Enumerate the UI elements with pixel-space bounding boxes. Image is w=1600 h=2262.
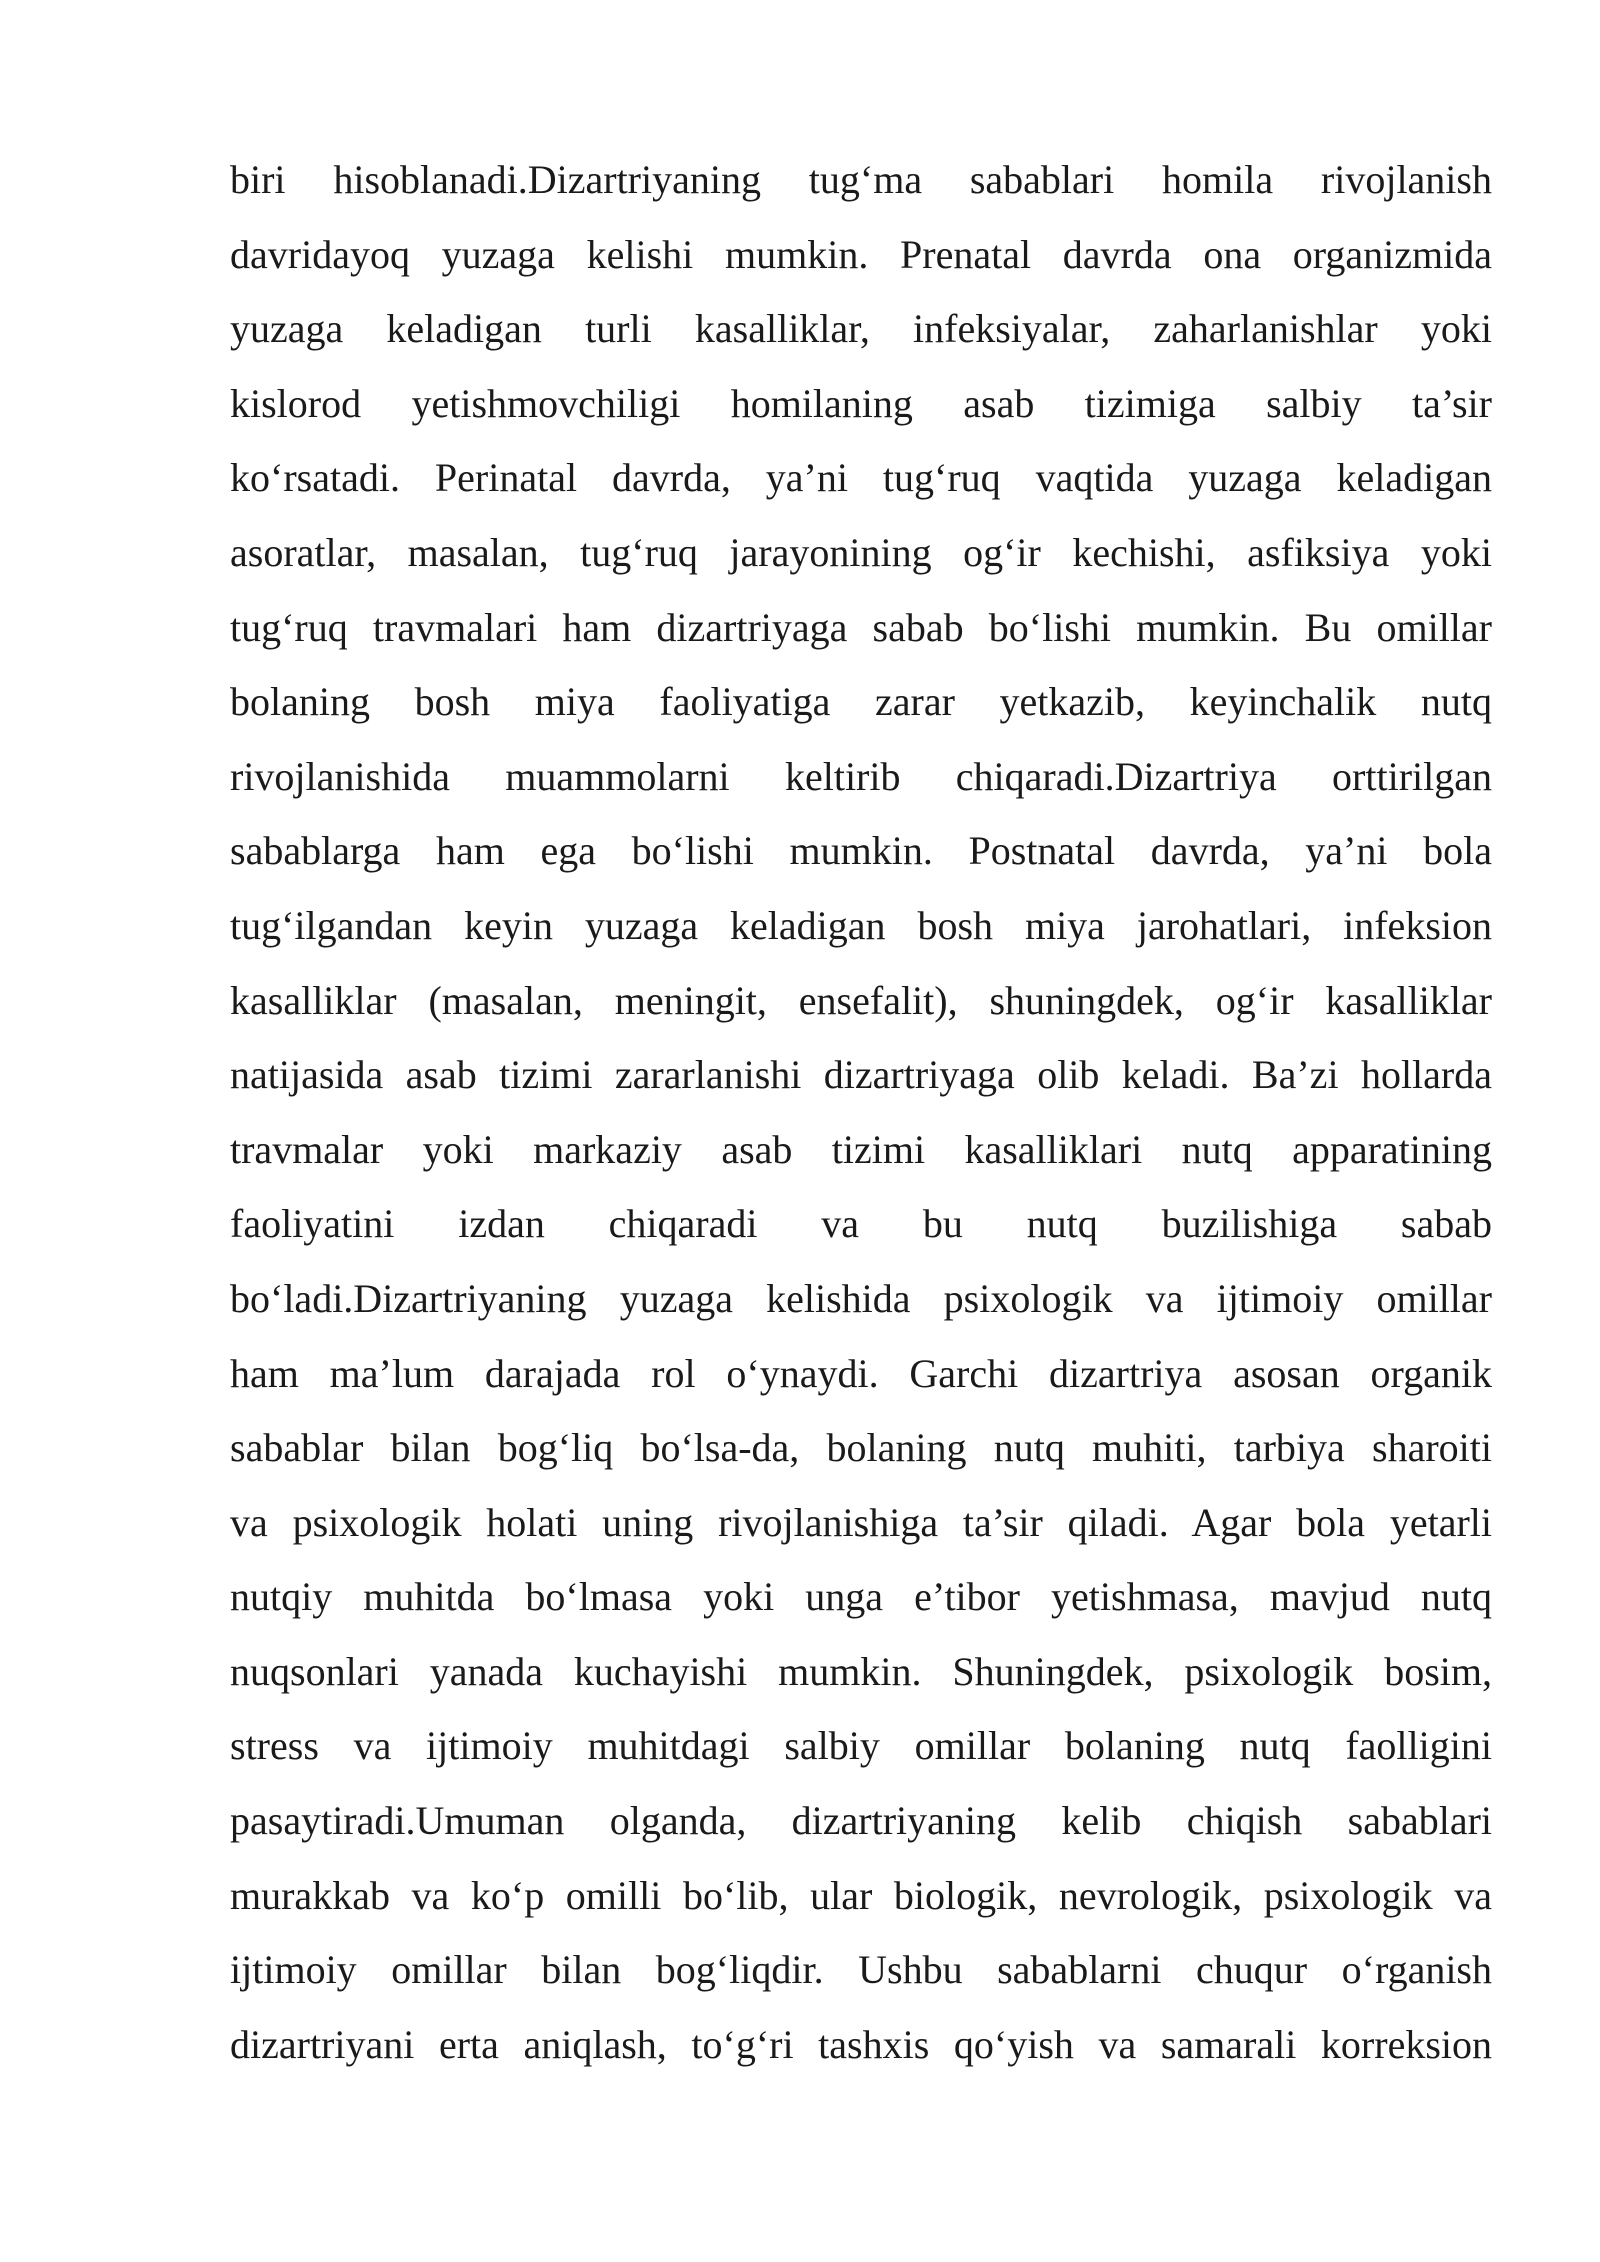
text-line: sabablarga ham ega bo‘lishi mumkin. Postnatal davrda, ya’ni bola	[230, 828, 1492, 874]
text-line: kasalliklar (masalan, meningit, ensefalit), shuningdek, og‘ir kasalliklar	[230, 977, 1492, 1023]
text-line: davridayoq yuzaga kelishi mumkin. Prenatal davrda ona organizmida	[230, 231, 1492, 277]
text-line: nuqsonlari yanada kuchayishi mumkin. Shuningdek, psixologik bosim,	[230, 1648, 1492, 1694]
text-line: sabablar bilan bog‘liq bo‘lsa-da, bolaning nutq muhiti, tarbiya sharoiti	[230, 1425, 1492, 1471]
text-line: faoliyatini izdan chiqaradi va bu nutq buzilishiga sabab	[230, 1201, 1492, 1247]
text-line: bolaning bosh miya faoliyatiga zarar yetkazib, keyinchalik nutq	[230, 679, 1492, 725]
text-line: ham ma’lum darajada rol o‘ynaydi. Garchi dizartriya asosan organik	[230, 1350, 1492, 1396]
body-text	[230, 147, 1492, 2086]
text-line: tug‘ilgandan keyin yuzaga keladigan bosh miya jarohatlari, infeksion	[230, 902, 1492, 948]
text-line: bo‘ladi.Dizartriyaning yuzaga kelishida psixologik va ijtimoiy omillar	[230, 1275, 1492, 1321]
text-line: tug‘ruq travmalari ham dizartriyaga sabab bo‘lishi mumkin. Bu omillar	[230, 604, 1492, 650]
text-line: ko‘rsatadi. Perinatal davrda, ya’ni tug‘ruq vaqtida yuzaga keladigan	[230, 455, 1492, 501]
text-line: travmalar yoki markaziy asab tizimi kasalliklari nutq apparatining	[230, 1126, 1492, 1172]
text-line: pasaytiradi.Umuman olganda, dizartriyaning kelib chiqish sabablari	[230, 1798, 1492, 1844]
text-line: ijtimoiy omillar bilan bog‘liqdir. Ushbu sabablarni chuqur o‘rganish	[230, 1947, 1492, 1993]
text-line: murakkab va ko‘p omilli bo‘lib, ular biologik, nevrologik, psixologik va	[230, 1872, 1492, 1918]
text-line: rivojlanishida muammolarni keltirib chiqaradi.Dizartriya orttirilgan	[230, 753, 1492, 799]
text-line: va psixologik holati uning rivojlanishiga ta’sir qiladi. Agar bola yetarli	[230, 1499, 1492, 1545]
text-line: stress va ijtimoiy muhitdagi salbiy omillar bolaning nutq faolligini	[230, 1723, 1492, 1769]
text-line: yuzaga keladigan turli kasalliklar, infeksiyalar, zaharlanishlar yoki	[230, 306, 1492, 352]
text-line: natijasida asab tizimi zararlanishi dizartriyaga olib keladi. Ba’zi hollarda	[230, 1052, 1492, 1098]
text-line: dizartriyani erta aniqlash, to‘g‘ri tashxis qo‘yish va samarali korreksion	[230, 2021, 1492, 2067]
text-line: kislorod yetishmovchiligi homilaning asab tizimiga salbiy ta’sir	[230, 380, 1492, 426]
text-line: asoratlar, masalan, tug‘ruq jarayonining og‘ir kechishi, asfiksiya yoki	[230, 529, 1492, 575]
text-line: biri hisoblanadi.Dizartriyaning tug‘ma sabablari homila rivojlanish	[230, 157, 1492, 202]
text-line: nutqiy muhitda bo‘lmasa yoki unga e’tibor yetishmasa, mavjud nutq	[230, 1574, 1492, 1620]
